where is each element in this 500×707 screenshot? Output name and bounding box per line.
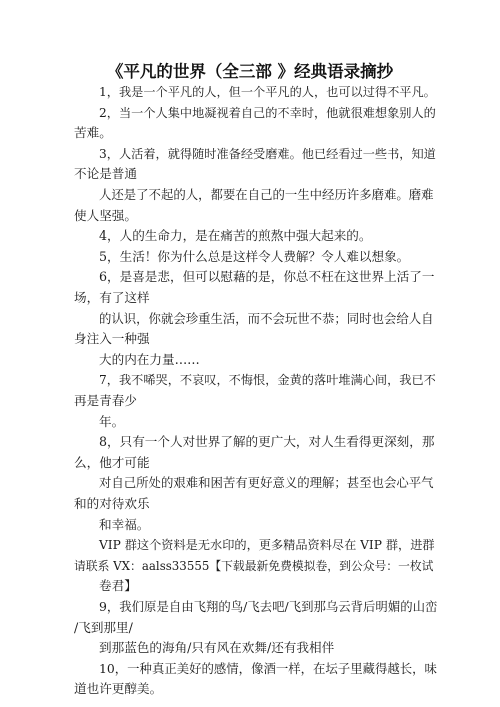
text-line: 4，人的生命力，是在痛苦的煎熬中强大起来的。 <box>99 228 372 244</box>
text-line: 场，有了这样 <box>74 290 150 305</box>
text-line: 和的对待欢乐 <box>74 496 150 511</box>
text-line: 6，是喜是悲，但可以慰藉的是，你总不枉在这世界上活了一 <box>99 269 435 285</box>
text-line: /飞到那里/ <box>74 619 133 635</box>
text-line: 和幸福。 <box>99 516 150 532</box>
text-line: VIP 群这个资料是无水印的，更多精品资料尽在 VIP 群，进群 <box>99 538 435 553</box>
text-line: 大的内在力量…… <box>99 351 200 367</box>
text-line: 对自己所处的艰难和困苦有更好意义的理解；甚至也会心平气 <box>99 475 434 491</box>
text-line: 使人坚强。 <box>74 207 137 223</box>
text-line: 10，一种真正美好的感情，像酒一样，在坛子里藏得越长，味 <box>99 660 437 676</box>
text-line: 1，我是一个平凡的人，但一个平凡的人，也可以过得不平凡。 <box>99 85 436 99</box>
text-line: 的认识，你就会珍重生活，而不会玩世不恭；同时也会给人自 <box>99 310 434 326</box>
text-line: 年。 <box>99 413 125 429</box>
text-line: 7，我不唏哭，不哀叹，不悔恨，金黄的落叶堆满心间，我已不 <box>99 373 436 388</box>
document-title: 《平凡的世界（全三部 》经典语录摘抄 <box>106 62 394 81</box>
text-line: 苦难。 <box>74 125 112 141</box>
text-line: 道也许更醇美。 <box>74 681 163 697</box>
text-line: 9，我们原是自由飞翔的鸟/飞去吧/飞到那乌云背后明媚的山峦 <box>99 599 438 614</box>
text-line: 请联系 VX：aalss33555【下载最新免费模拟卷，到公众号：一枚试 <box>74 558 434 573</box>
text-line: 8，只有一个人对世界了解的更广大，对人生看得更深刻，那 <box>99 434 435 450</box>
text-line: 卷君】 <box>99 578 137 594</box>
text-line: 5，生活！你为什么总是这样令人费解？令人难以想象。 <box>99 248 410 264</box>
text-line: 不论是普通 <box>74 166 137 182</box>
text-line: 再是青春少 <box>74 393 137 408</box>
text-line: 到那蓝色的海角/只有风在欢舞/还有我相伴 <box>99 640 335 656</box>
text-line: 人还是了不起的人，都要在自己的一生中经历许多磨难。磨难 <box>99 187 434 202</box>
text-line: 3，人活着，就得随时准备经受磨难。他已经看过一些书，知道 <box>99 146 436 161</box>
text-line: 么，他才可能 <box>74 454 150 470</box>
text-line: 身注入一种强 <box>74 331 150 347</box>
text-line: 2，当一个人集中地凝视着自己的不幸时，他就很难想象别人的 <box>99 105 436 120</box>
